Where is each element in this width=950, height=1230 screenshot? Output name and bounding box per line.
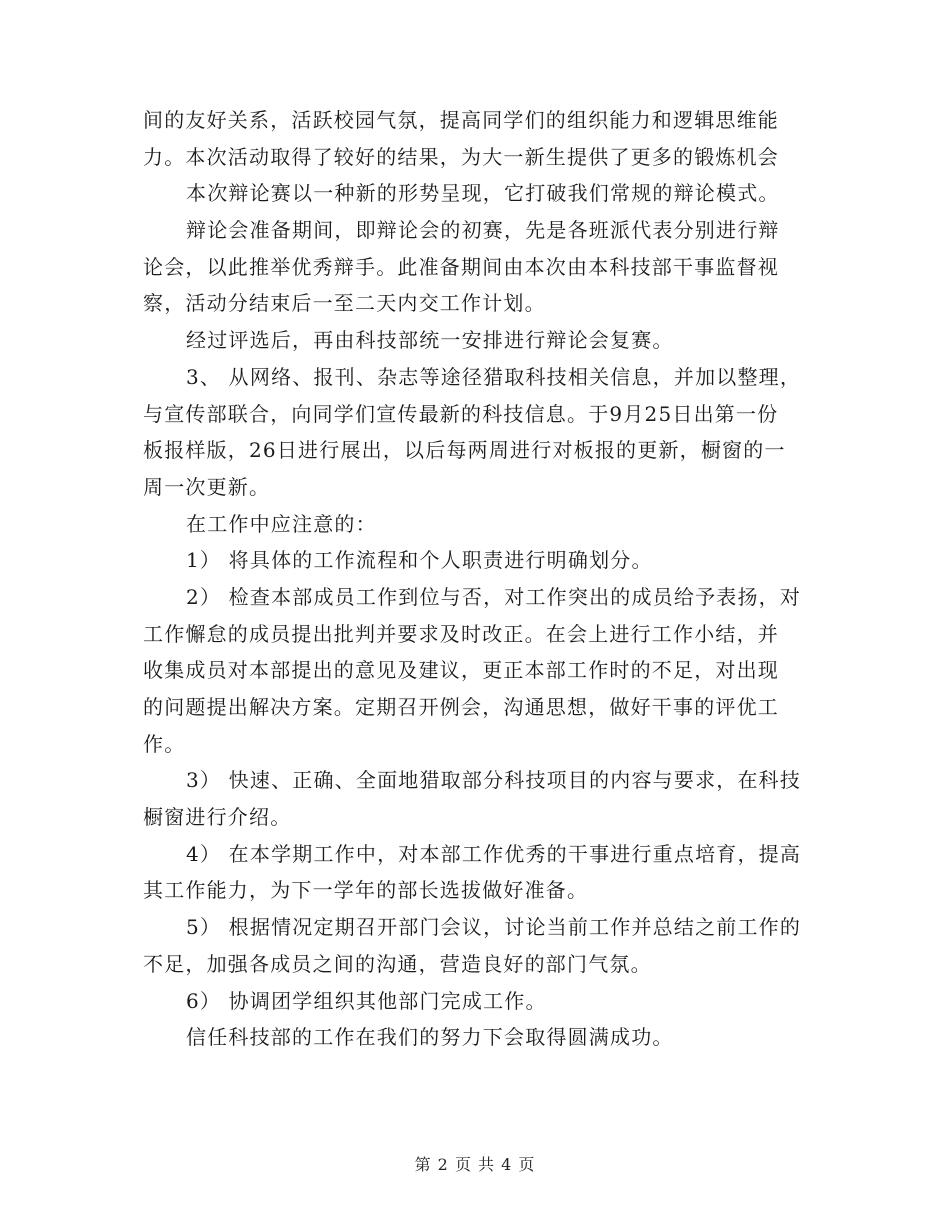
text-line: 论会，以此推举优秀辩手。此准备期间由本次由本科技部干事监督视 xyxy=(143,254,779,279)
text-line: 间的友好关系，活跃校园气氛，提高同学们的组织能力和逻辑思维能 xyxy=(143,108,779,132)
text-line: 5） 根据情况定期召开部门会议，讨论当前工作并总结之前工作的 xyxy=(186,915,802,940)
text-line: 收集成员对本部提出的意见及建议，更正本部工作时的不足，对出现 xyxy=(143,658,779,683)
text-line: 察，活动分结束后一至二天内交工作计划。 xyxy=(143,291,546,316)
text-line: 作。 xyxy=(143,731,186,756)
text-line: 1） 将具体的工作流程和个人职责进行明确划分。 xyxy=(186,548,653,573)
page-number-footer: 第 2 页 共 4 页 xyxy=(414,1155,536,1174)
text-line: 周一次更新。 xyxy=(143,474,271,499)
text-line: 的问题提出解决方案。定期召开例会，沟通思想，做好干事的评优工 xyxy=(143,695,779,719)
text-line: 3） 快速、正确、全面地猎取部分科技项目的内容与要求，在科技 xyxy=(186,768,802,793)
text-line: 6） 协调团学组织其他部门完成工作。 xyxy=(186,988,547,1013)
text-line: 2） 检查本部成员工作到位与否，对工作突出的成员给予表扬，对 xyxy=(186,584,802,609)
text-line: 其工作能力，为下一学年的部长选拔做好准备。 xyxy=(143,878,589,903)
text-line: 本次辩论赛以一种新的形势呈现，它打破我们常规的辩论模式。 xyxy=(186,181,780,206)
text-line: 与宣传部联合，向同学们宣传最新的科技信息。于9月25日出第一份 xyxy=(143,401,779,426)
document-body xyxy=(143,102,811,1056)
text-line: 在工作中应注意的： xyxy=(186,511,377,536)
text-line: 橱窗进行介绍。 xyxy=(143,805,292,830)
text-line: 4） 在本学期工作中，对本部工作优秀的干事进行重点培育，提高 xyxy=(186,841,802,866)
text-line: 辩论会准备期间，即辩论会的初赛，先是各班派代表分别进行辩 xyxy=(186,218,780,243)
text-line: 3、 从网络、报刊、杂志等途径猎取科技相关信息，并加以整理， xyxy=(186,364,802,389)
text-line: 信任科技部的工作在我们的努力下会取得圆满成功。 xyxy=(186,1025,674,1050)
text-line: 工作懈怠的成员提出批判并要求及时改正。在会上进行工作小结，并 xyxy=(143,621,779,646)
text-line: 不足，加强各成员之间的沟通，营造良好的部门气氛。 xyxy=(143,951,652,976)
text-line: 力。本次活动取得了较好的结果，为大一新生提供了更多的锻炼机会 xyxy=(143,144,779,169)
text-line: 板报样版，26日进行展出，以后每两周进行对板报的更新，橱窗的一 xyxy=(143,438,786,463)
text-line: 经过评选后，再由科技部统一安排进行辩论会复赛。 xyxy=(186,328,674,353)
